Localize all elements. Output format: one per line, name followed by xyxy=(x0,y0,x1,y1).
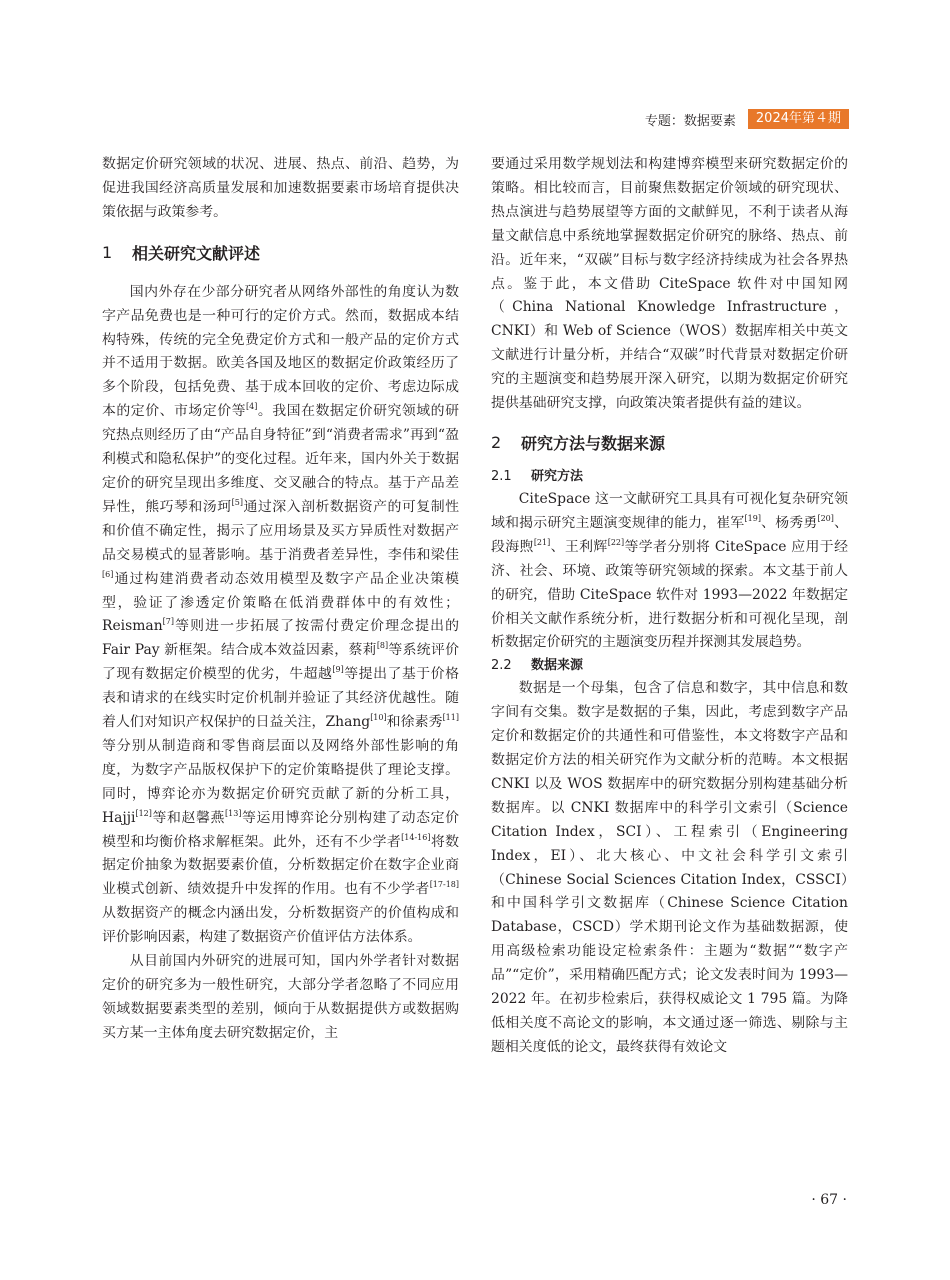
citation-ref[interactable]: [11] xyxy=(442,713,459,723)
section-label: 专题：数据要素 xyxy=(644,113,736,129)
running-header xyxy=(645,109,849,129)
citation-ref[interactable]: [7] xyxy=(162,617,174,627)
citation-ref[interactable]: [8] xyxy=(376,641,389,651)
research-gap-paragraph: 从目前国内外研究的进展可知，国内外学者针对数据定价的研究多为一般性研究，大部分学者忽略了不同应用领域数据要素类型的差别，倾向于从数据提供方或数据购买方某一主体角度去研究数据定价，主 xyxy=(102,953,459,1041)
section-1-number: 1 xyxy=(102,243,113,263)
section-1-title: 相关研究文献评述 xyxy=(132,244,261,264)
subsection-2-2-title: 数据来源 xyxy=(531,658,584,674)
citation-ref[interactable]: [9] xyxy=(332,665,344,675)
citation-ref[interactable]: [20] xyxy=(817,513,834,523)
continuation-paragraph: 要通过采用数学规划法和构建博弈模型来研究数据定价的策略。相比较而言，目前聚焦数据定价领域的研究现状、热点演进与趋势展望等方面的文献鲜见，不利于读者从海量文献信息中系统地掌握数据定价研究的脉络、热点、前沿。近年来，“双碳”目标与数字经济持续成为社会各界热点。鉴于此，本文借助 CiteSpace 软件对中国知网（China National Knowledge Infrastructure，CNKI）和 Web of Science（WOS）数据库相关中英文文献进行计量分析，并结合“双碳”时代背景对数据定价研究的主题演变和趋势展开深入研究，以期为数据定价研究提供基础研究支撑，向政策决策者提供有益的建议。 xyxy=(491,156,848,412)
subsection-2-2-number: 2.2 xyxy=(491,658,512,674)
citation-ref[interactable]: [14-16] xyxy=(401,832,431,842)
citation-ref[interactable]: [4] xyxy=(246,402,258,412)
section-2-number: 2 xyxy=(491,433,502,453)
data-source-paragraph: 数据是一个母集，包含了信息和数字，其中信息和数字间有交集。数字是数据的子集，因此，考虑到数字产品定价和数据定价的共通性和可借鉴性，本文将数字产品和数据定价方法的相关研究作为文献分析的范畴。本文根据 CNKI 以及 WOS 数据库中的研究数据分别构建基础分析数据库。以 CNKI 数据库中的科学引文索引（Science Citation Index，SCI）、工程索引（Engineering Index，EI）、北大核心、中文社会科学引文索引（Chinese Social Sciences Citation Index，CSSCI）和中国科学引文数据库（Chinese Science Citation Database，CSCD）学术期刊论文作为基础数据源，使用高级检索功能设定检索条件：主题为“数据”“数字产品”“定价”，采用精确匹配方式；论文发表时间为 1993—2022 年。在初步检索后，获得权威论文 1 795 篇。为降低相关度不高论文的影响，本文通过逐一筛选、剔除与主题相关度低的论文，最终获得有效论文 xyxy=(491,680,848,1055)
literature-review-paragraph: 国内外存在少部分研究者从网络外部性的角度认为数字产品免费也是一种可行的定价方式。然而，数据成本结构特殊，传统的完全免费定价方式和一般产品的定价方式并不适用于数据。欧美各国及地区的数据定价政策经历了多个阶段，包括免费、基于成本回收的定价、考虑边际成本的定价、市场定价等[4]。我国在数据定价研究领域的研究热点则经历了由“产品自身特征”到“消费者需求”再到“盈利模式和隐私保护”的变化过程。近年来，国内外关于数据定价的研究呈现出多维度、交叉融合的特点。基于产品差异性，熊巧琴和汤珂[5]通过深入剖析数据资产的可复制性和价值不确定性，揭示了应用场景及买方异质性对数据产品交易模式的显著影响。基于消费者差异性，李伟和梁佳[6]通过构建消费者动态效用模型及数字产品企业决策模型，验证了渗透定价策略在低消费群体中的有效性；Reisman[7]等则进一步拓展了按需付费定价理念提出的 Fair Pay 新框架。结合成本效益因素，蔡莉[8]等系统评价了现有数据定价模型的优劣，牛超越[9]等提出了基于价格表和请求的在线实时定价机制并验证了其经济优越性。随着人们对知识产权保护的日益关注，Zhang[10]和徐素秀[11]等分别从制造商和零售商层面以及网络外部性影响的角度，为数字产品版权保护下的定价策略提供了理论支撑。同时，博弈论亦为数据定价研究贡献了新的分析工具，Hajji[12]等和赵馨燕[13]等运用博弈论分别构建了动态定价模型和均衡价格求解框架。此外，还有不少学者[14-16]将数据定价抽象为数据要素价值，分析数据定价在数字企业商业模式创新、绩效提升中发挥的作用。也有不少学者[17-18]从数据资产的概念内涵出发，分析数据资产的价值构成和评价影响因素，构建了数据资产价值评估方法体系。 xyxy=(102,283,459,946)
issue-badge: 2024年第４期 xyxy=(748,109,849,129)
subsection-2-1-title: 研究方法 xyxy=(531,468,584,484)
right-column xyxy=(491,153,848,1060)
subsection-2-1-number: 2.1 xyxy=(491,468,512,484)
section-2-heading xyxy=(491,430,848,456)
citation-ref[interactable]: [10] xyxy=(370,713,387,723)
section-1-heading xyxy=(102,240,459,266)
citation-ref[interactable]: [6] xyxy=(102,569,114,579)
subsection-2-1-heading xyxy=(491,466,848,488)
citation-ref[interactable]: [13] xyxy=(225,808,242,818)
citation-ref[interactable]: [19] xyxy=(744,513,761,523)
subsection-2-2-heading xyxy=(491,655,848,677)
section-2-title: 研究方法与数据来源 xyxy=(521,434,666,454)
citation-ref[interactable]: [22] xyxy=(607,537,625,547)
citation-ref[interactable]: [21] xyxy=(533,537,551,547)
intro-paragraph: 数据定价研究领域的状况、进展、热点、前沿、趋势，为促进我国经济高质量发展和加速数据要素市场培育提供决策依据与政策参考。 xyxy=(102,156,459,220)
page-number: · 67 · xyxy=(811,1192,847,1208)
citation-ref[interactable]: [17-18] xyxy=(429,880,459,890)
citation-ref[interactable]: [5] xyxy=(231,497,243,507)
method-paragraph: CiteSpace 这一文献研究工具具有可视化复杂研究领域和揭示研究主题演变规律的能力，崔军[19]、杨秀勇[20]、段海煦[21]、王利辉[22]等学者分别将 CiteSpace 应用于经济、社会、环境、政策等研究领域的探索。本文基于前人的研究，借助 CiteSpace 软件对 1993—2022 年数据定价相关文献作系统分析，进行数据分析和可视化呈现，剖析数据定价研究的主题演变历程并探测其发展趋势。 xyxy=(491,490,848,651)
left-column xyxy=(102,153,459,1046)
citation-ref[interactable]: [12] xyxy=(135,808,152,818)
